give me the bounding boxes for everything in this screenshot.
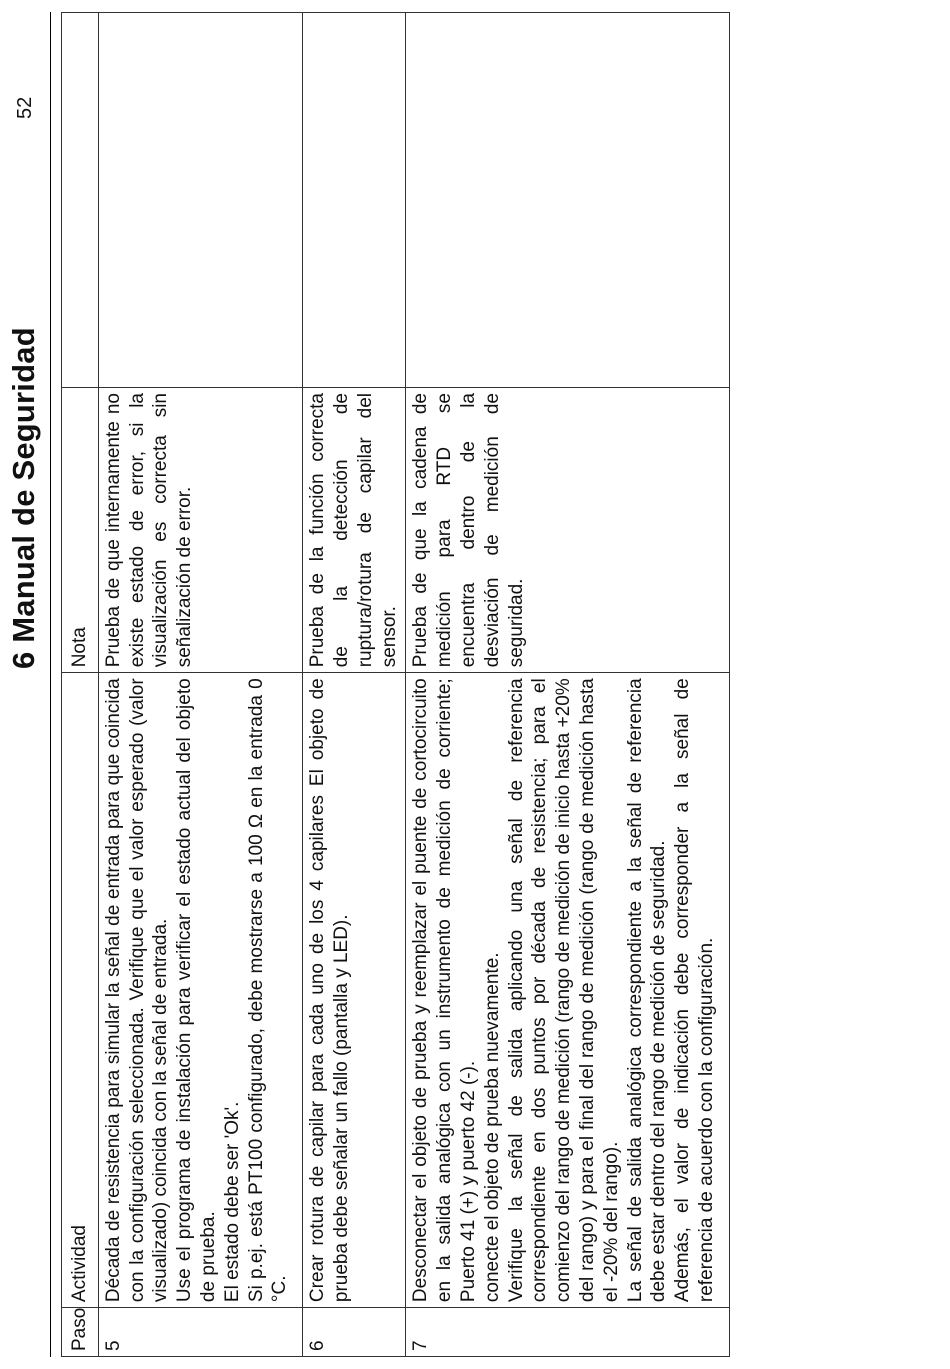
- table-row: [406, 13, 729, 1357]
- table-row: [98, 13, 302, 1357]
- activity-line: Década de resistencia para simular la señal de entrada para que coincida con la configuración seleccionada. Verifique que el valor esperado (valor visualizado) coincida con la señal de entrada.: [102, 678, 172, 1303]
- column-header-empty: [62, 13, 99, 388]
- step-cell: 5: [98, 1308, 302, 1357]
- header-rule: [50, 12, 51, 1357]
- activity-line: Use el programa de instalación para verificar el estado actual del objeto de prueba.: [174, 678, 219, 1303]
- activity-line: Verifique la señal de salida aplicando una señal de referencia correspondiente en dos puntos por década de resistencia; para el comienzo del rango de medición (rango de medición de inicio hasta +20% del rango) y para el final del rango de medición (rango de medición hasta el -20% del rango).: [505, 678, 622, 1303]
- activity-line: Desconectar el objeto de prueba y reemplazar el puente de cortocircuito en la salida analógica con un instrumento de medición de corriente; Puerto 41 (+) y puerto 42 (-).: [410, 678, 479, 1303]
- activity-cell: [303, 673, 406, 1308]
- page-number: 52: [14, 96, 36, 119]
- activity-line: La señal de salida analógica correspondiente a la señal de referencia debe estar dentro del rango de medición de seguridad.: [624, 678, 670, 1303]
- empty-cell: [98, 13, 302, 388]
- note-cell: Prueba de que internamente no existe estado de error, si la visualización es correcta sin señalización de error.: [98, 388, 302, 673]
- column-header-actividad: Actividad: [62, 673, 99, 1308]
- table-header-row: [62, 13, 99, 1357]
- page-title: 6 Manual de Seguridad: [6, 327, 41, 669]
- activity-line: Crear rotura de capilar para cada uno de los 4 capilares El objeto de prueba debe señalar un fallo (pantalla y LED).: [307, 678, 352, 1303]
- table-row: [303, 13, 406, 1357]
- note-cell: Prueba de la función correcta de la detección de ruptura/rotura de capilar del sensor.: [303, 388, 406, 673]
- row-spacer: [719, 678, 725, 1302]
- row-spacer: [354, 678, 360, 1302]
- column-header-paso: Paso: [62, 1308, 99, 1357]
- activity-line: Si p.ej. está PT100 configurado, debe mostrarse a 100 Ω en la entrada 0 °C.: [245, 678, 291, 1303]
- page-header: [0, 0, 60, 1369]
- note-cell: Prueba de que la cadena de medición para RTD se encuentra dentro de la desviación de medición de seguridad.: [406, 388, 729, 673]
- column-header-nota: Nota: [62, 388, 99, 673]
- step-cell: 7: [406, 1308, 729, 1357]
- activity-line: El estado debe ser 'Ok'.: [221, 1101, 243, 1303]
- activity-cell: [98, 673, 302, 1308]
- safety-test-table: [61, 12, 730, 1357]
- step-cell: 6: [303, 1308, 406, 1357]
- empty-cell: [303, 13, 406, 388]
- activity-cell: [406, 673, 729, 1308]
- row-spacer: [292, 678, 298, 1302]
- activity-line: Además, el valor de indicación debe corresponder a la señal de referencia de acuerdo con la configuración.: [672, 678, 717, 1303]
- empty-cell: [406, 13, 729, 388]
- activity-line: conecte el objeto de prueba nuevamente.: [481, 952, 503, 1303]
